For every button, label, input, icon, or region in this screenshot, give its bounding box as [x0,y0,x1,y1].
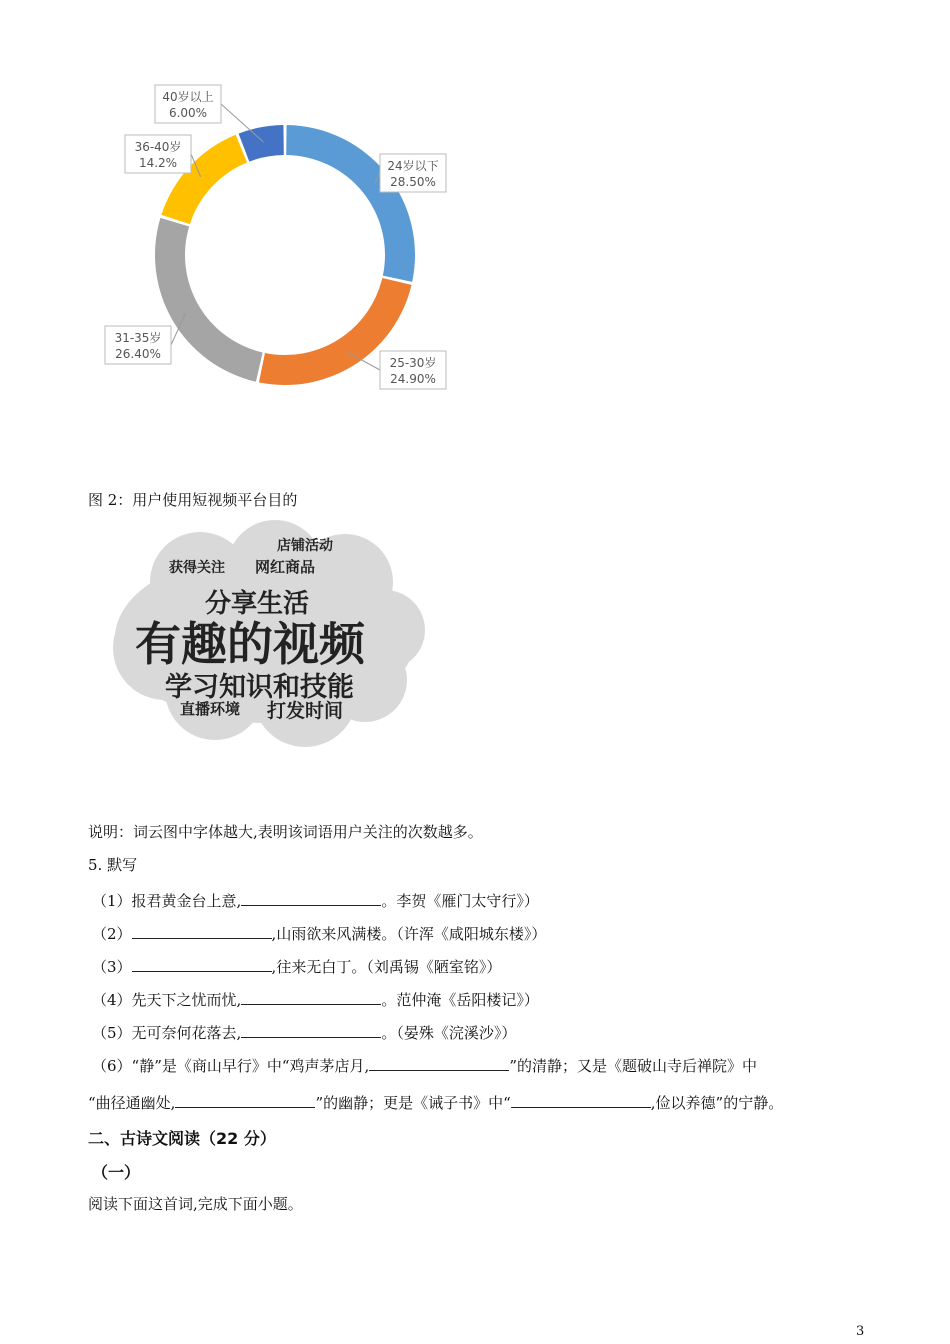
word-get-attention: 获得关注 [169,560,225,576]
item-after: 。李贺《雁门太守行》） [381,892,539,910]
page-number: 3 [856,1324,865,1339]
item-before: 报君黄金台上意, [131,892,242,910]
value-label-3: 14.2% [138,156,178,170]
donut-slice-4 [239,125,284,162]
item-after: 。范仲淹《岳阳楼记》） [381,991,539,1009]
age-donut-chart [95,80,475,400]
q5-item-6-line2 [88,1092,783,1113]
value-label-1: 24.90% [390,372,436,386]
word-influencer-goods: 网红商品 [255,558,316,576]
q5-item-4 [92,989,539,1010]
category-label-3: 36-40岁 [134,140,182,154]
fill-blank[interactable] [369,1055,509,1071]
q5-item-5 [92,1022,516,1043]
section2-title: 二、古诗文阅读（22 分） [88,1129,276,1148]
item-after: ,往来无白丁。（刘禹锡《陋室铭》） [271,958,502,976]
category-label-2: 31-35岁 [114,331,162,345]
word-kill-time: 打发时间 [267,700,344,722]
item-num: （4） [92,991,132,1009]
item-after: 。（晏殊《浣溪沙》） [381,1024,517,1042]
q5-title: 5. 默写 [88,856,138,874]
value-label-4: 6.00% [168,106,208,120]
fill-blank[interactable] [511,1092,651,1108]
q5-item-1 [92,890,539,911]
fill-blank[interactable] [132,956,272,972]
word-shop-activity: 店铺活动 [277,538,333,554]
fill-blank[interactable] [241,989,381,1005]
item6-part-e: ,俭以养德”的宁静。 [650,1094,784,1112]
item6-part-c: “曲径通幽处, [88,1094,176,1112]
item-num: （5） [92,1024,132,1042]
section2-instruction: 阅读下面这首词,完成下面小题。 [88,1195,303,1213]
word-fun-videos: 有趣的视频 [135,617,365,671]
word-live-env: 直播环境 [180,700,241,718]
value-label-0: 28.50% [390,175,436,189]
q5-item-3 [92,956,501,977]
donut-slice-0 [286,125,415,282]
value-label-2: 26.40% [115,347,161,361]
item6-part-a: （6）“静”是《商山早行》中“鸡声茅店月, [92,1057,370,1075]
item-num: （1） [92,892,132,910]
item6-part-b: ”的清静；又是《题破山寺后禅院》中 [509,1057,757,1075]
section2-subtitle: （一） [92,1163,141,1182]
category-label-4: 40岁以上 [162,90,214,104]
word-cloud-note: 说明：词云图中字体越大,表明该词语用户关注的次数越多。 [88,823,483,841]
item-num: （3） [92,958,132,976]
word-cloud-figure [105,520,425,750]
word-learn-skills: 学习知识和技能 [165,672,354,703]
word-share-life: 分享生活 [205,589,310,619]
item-before: 无可奈何花落去, [131,1024,242,1042]
fill-blank[interactable] [132,923,272,939]
item6-part-d: ”的幽静；更是《诫子书》中“ [315,1094,511,1112]
fill-blank[interactable] [241,890,381,906]
q5-item-6-line1 [92,1055,757,1076]
q5-item-2 [92,923,546,944]
category-label-1: 25-30岁 [389,356,437,370]
figure2-caption: 图 2：用户使用短视频平台目的 [88,491,298,509]
item-num: （2） [92,925,132,943]
fill-blank[interactable] [175,1092,315,1108]
item-before: 先天下之忧而忧, [131,991,242,1009]
item-after: ,山雨欲来风满楼。（许浑《咸阳城东楼》） [271,925,547,943]
fill-blank[interactable] [241,1022,381,1038]
category-label-0: 24岁以下 [387,159,439,173]
